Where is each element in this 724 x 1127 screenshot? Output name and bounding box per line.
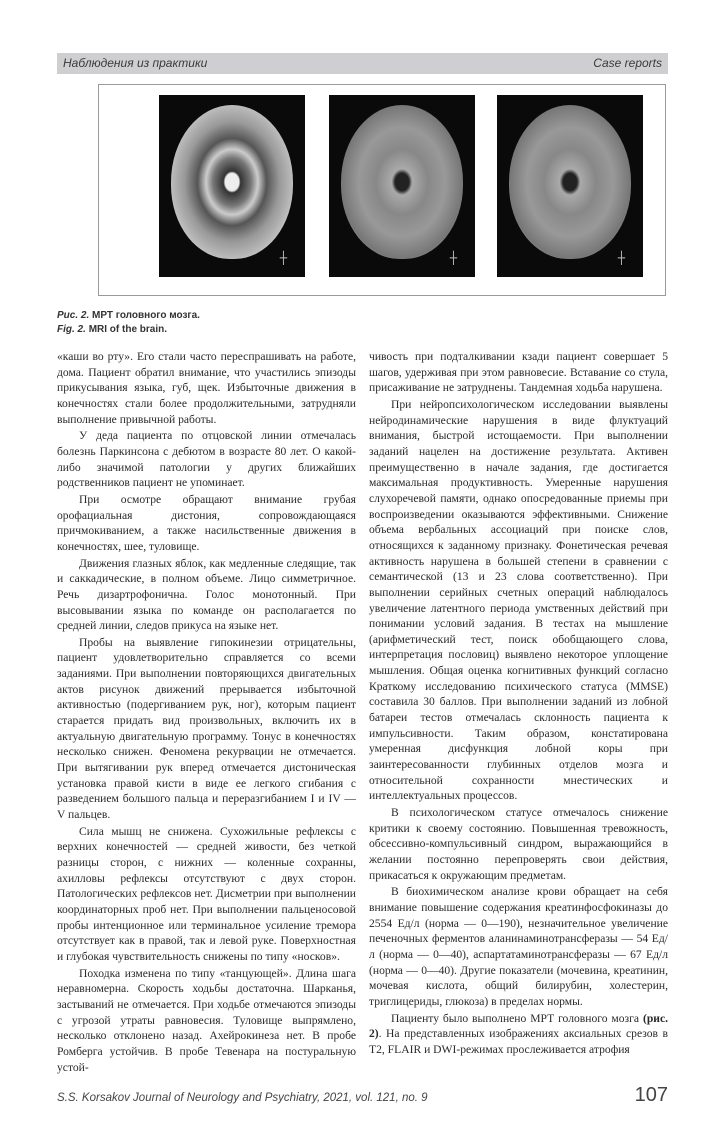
caption-text-ru: МРТ головного мозга. bbox=[92, 310, 200, 321]
left-column bbox=[57, 349, 356, 1076]
figure-mri bbox=[98, 84, 666, 296]
paragraph: При осмотре обращают внимание грубая орофациальная дистония, сопровождающаяся причмокиванием, а также насильственные движения в конечностях, шее, туловище. bbox=[57, 492, 356, 553]
mri-image-t2 bbox=[159, 95, 305, 277]
paragraph: «каши во рту». Его стали часто переспрашивать на работе, дома. Пациент обратил внимание, что участились эпизоды прикусывания языка, губ, щек. Избыточные движения в конечностях стали более продолжительными, затрудняли выполнение привычной работы. bbox=[57, 350, 356, 426]
section-title-en: Case reports bbox=[593, 56, 662, 70]
figure-reference-link[interactable]: (рис. 2) bbox=[369, 1011, 668, 1041]
journal-footer: S.S. Korsakov Journal of Neurology and Psychiatry, 2021, vol. 121, no. 9 bbox=[57, 1092, 428, 1105]
paragraph: Пробы на выявление гипокинезии отрицательны, пациент удовлетворительно справляется со всеми заданиями. При выполнении повторяющихся двигательных актов рисунок движений прерывается избыточной активностью (подергиванием рук, ног), которым пациент старается придать вид произвольных, включить их в актуальную двигательную программу. Тонус в конечностях несколько снижен. Феномена рекурвации не отмечается. При вытягивании рук вперед отмечается дистоническая установка правой кисти в виде ее легкого сгибания с разведением большого пальца и переразгибанием I и IV — V пальцев. bbox=[57, 635, 356, 822]
paragraph: Движения глазных яблок, как медленные следящие, так и саккадические, в полном объеме. Лицо симметричное. Речь дизартрофонична. Голос монотонный. При высовывании языка по команде он располагается по средней линии, следов прикуса на языке нет. bbox=[57, 556, 356, 633]
paragraph: В биохимическом анализе крови обращает на себя внимание повышение содержания креатинфосфокиназы до 2554 Ед/л (норма — 0—190), незначительное увеличение печеночных ферментов аланинаминотрансферазы — 54 Ед/л (норма — 0—40), аспартатаминотрансферазы — 67 Ед/л (норма — 0—40). Другие показатели (мочевина, креатинин, мочевая кислота, общий билирубин, холестерин, триглицериды, глюкоза) в пределах нормы. bbox=[369, 885, 668, 1008]
paragraph: При нейропсихологическом исследовании выявлены нейродинамические нарушения в виде флуктуаций внимания, быстрой истощаемости. При выполнении заданий нацелен на достижение результата. Активен преимущественно в начале задания, где достигается максимальная продуктивность. Умеренные нарушения слухоречевой памяти, однако опосредованные приемы при воспроизведении оказываются эффективными. Снижение объема вербальных ассоциаций при поиске слов, относящихся к заданному признаку. Фонетическая речевая активность нарушена в большей степени в сравнении с семантической (13 и 23 слова соответственно). При выполнении серийных счетных операций наблюдалось увеличение латентного периода умственных действий при понимании условий задания. В тестах на мышление (арифметический тест, поиск обобщающего слова, интерпретация пословиц) выявлено некоторое уплощение мышления. Общая оценка когнитивных функций согласно Краткому исследованию психического статуса (MMSE) составила 30 баллов. При выполнении заданий из лобной батареи тестов отмечалась склонность пациента к импульсивности. Таким образом, констатирована умеренная дисфункция лобной коры при заинтересованности глубинных отделов мозга и относительной сохранности мнестических и интеллектуальных процессов. bbox=[369, 397, 668, 803]
running-header bbox=[57, 53, 668, 74]
paragraph: Походка изменена по типу «танцующей». Длина шага неравномерна. Скорость ходьбы достаточна. Шарканья, застываний не отмечается. При ходьбе отмечаются эпизоды с угрозой утраты равновесия. Туловище выпрямлено, несколько отклонено назад. Ахейрокинеза нет. В пробе Ромберга устойчив. В пробе Тевенара на постуральную устой- bbox=[57, 966, 356, 1074]
mri-image-flair bbox=[329, 95, 475, 277]
caption-text-en: MRI of the brain. bbox=[88, 324, 168, 335]
scale-cross-icon: ┼ bbox=[279, 251, 287, 265]
mri-image-dwi bbox=[497, 95, 643, 277]
page-number: 107 bbox=[634, 1084, 668, 1107]
article-body bbox=[57, 349, 668, 1127]
paragraph-text: . На представленных изображениях аксиальных срезов в T2, FLAIR и DWI-режимах прослеживается атрофия bbox=[369, 1027, 668, 1056]
caption-label-ru: Рис. 2. bbox=[57, 310, 90, 321]
section-title-ru: Наблюдения из практики bbox=[63, 56, 208, 70]
page-footer bbox=[57, 1084, 668, 1127]
figure-caption bbox=[57, 309, 200, 337]
paragraph bbox=[369, 1011, 668, 1058]
caption-label-en: Fig. 2. bbox=[57, 324, 86, 335]
paragraph: чивость при подталкивании кзади пациент совершает 5 шагов, удерживая при этом равновесие. Вставание со стула, присаживание не затруднены. Тандемная ходьба нарушена. bbox=[369, 350, 668, 395]
paragraph-text: Пациенту было выполнено МРТ головного мозга bbox=[391, 1011, 643, 1025]
scale-cross-icon: ┼ bbox=[617, 251, 625, 265]
paragraph: Сила мышц не снижена. Сухожильные рефлексы с верхних конечностей — средней живости, без четкой разницы сторон, с нижних — коленные сохранны, ахилловы рефлексы отсутствуют с двух сторон. Патологических рефлексов нет. Дисметрии при выполнении координаторных проб нет. При выполнении пальценосовой пробы интенционное или терминальное усиление тремора отсутствует как в правой, так и левой руке. Поверхностная и глубокая чувствительность снижены по типу «носков». bbox=[57, 824, 356, 963]
paragraph: У деда пациента по отцовской линии отмечалась болезнь Паркинсона с дебютом в возрасте 80 лет. О какой-либо значимой патологии у других ближайших родственников пациент не упоминает. bbox=[57, 429, 356, 490]
right-column bbox=[369, 349, 668, 1059]
scale-cross-icon: ┼ bbox=[449, 251, 457, 265]
paragraph: В психологическом статусе отмечалось снижение критики к своему состоянию. Повышенная тревожность, обсессивно-компульсивный синдром, выражающийся в желании постоянно перепроверять свои действия, прикасаться к окружающим предметам. bbox=[369, 806, 668, 882]
